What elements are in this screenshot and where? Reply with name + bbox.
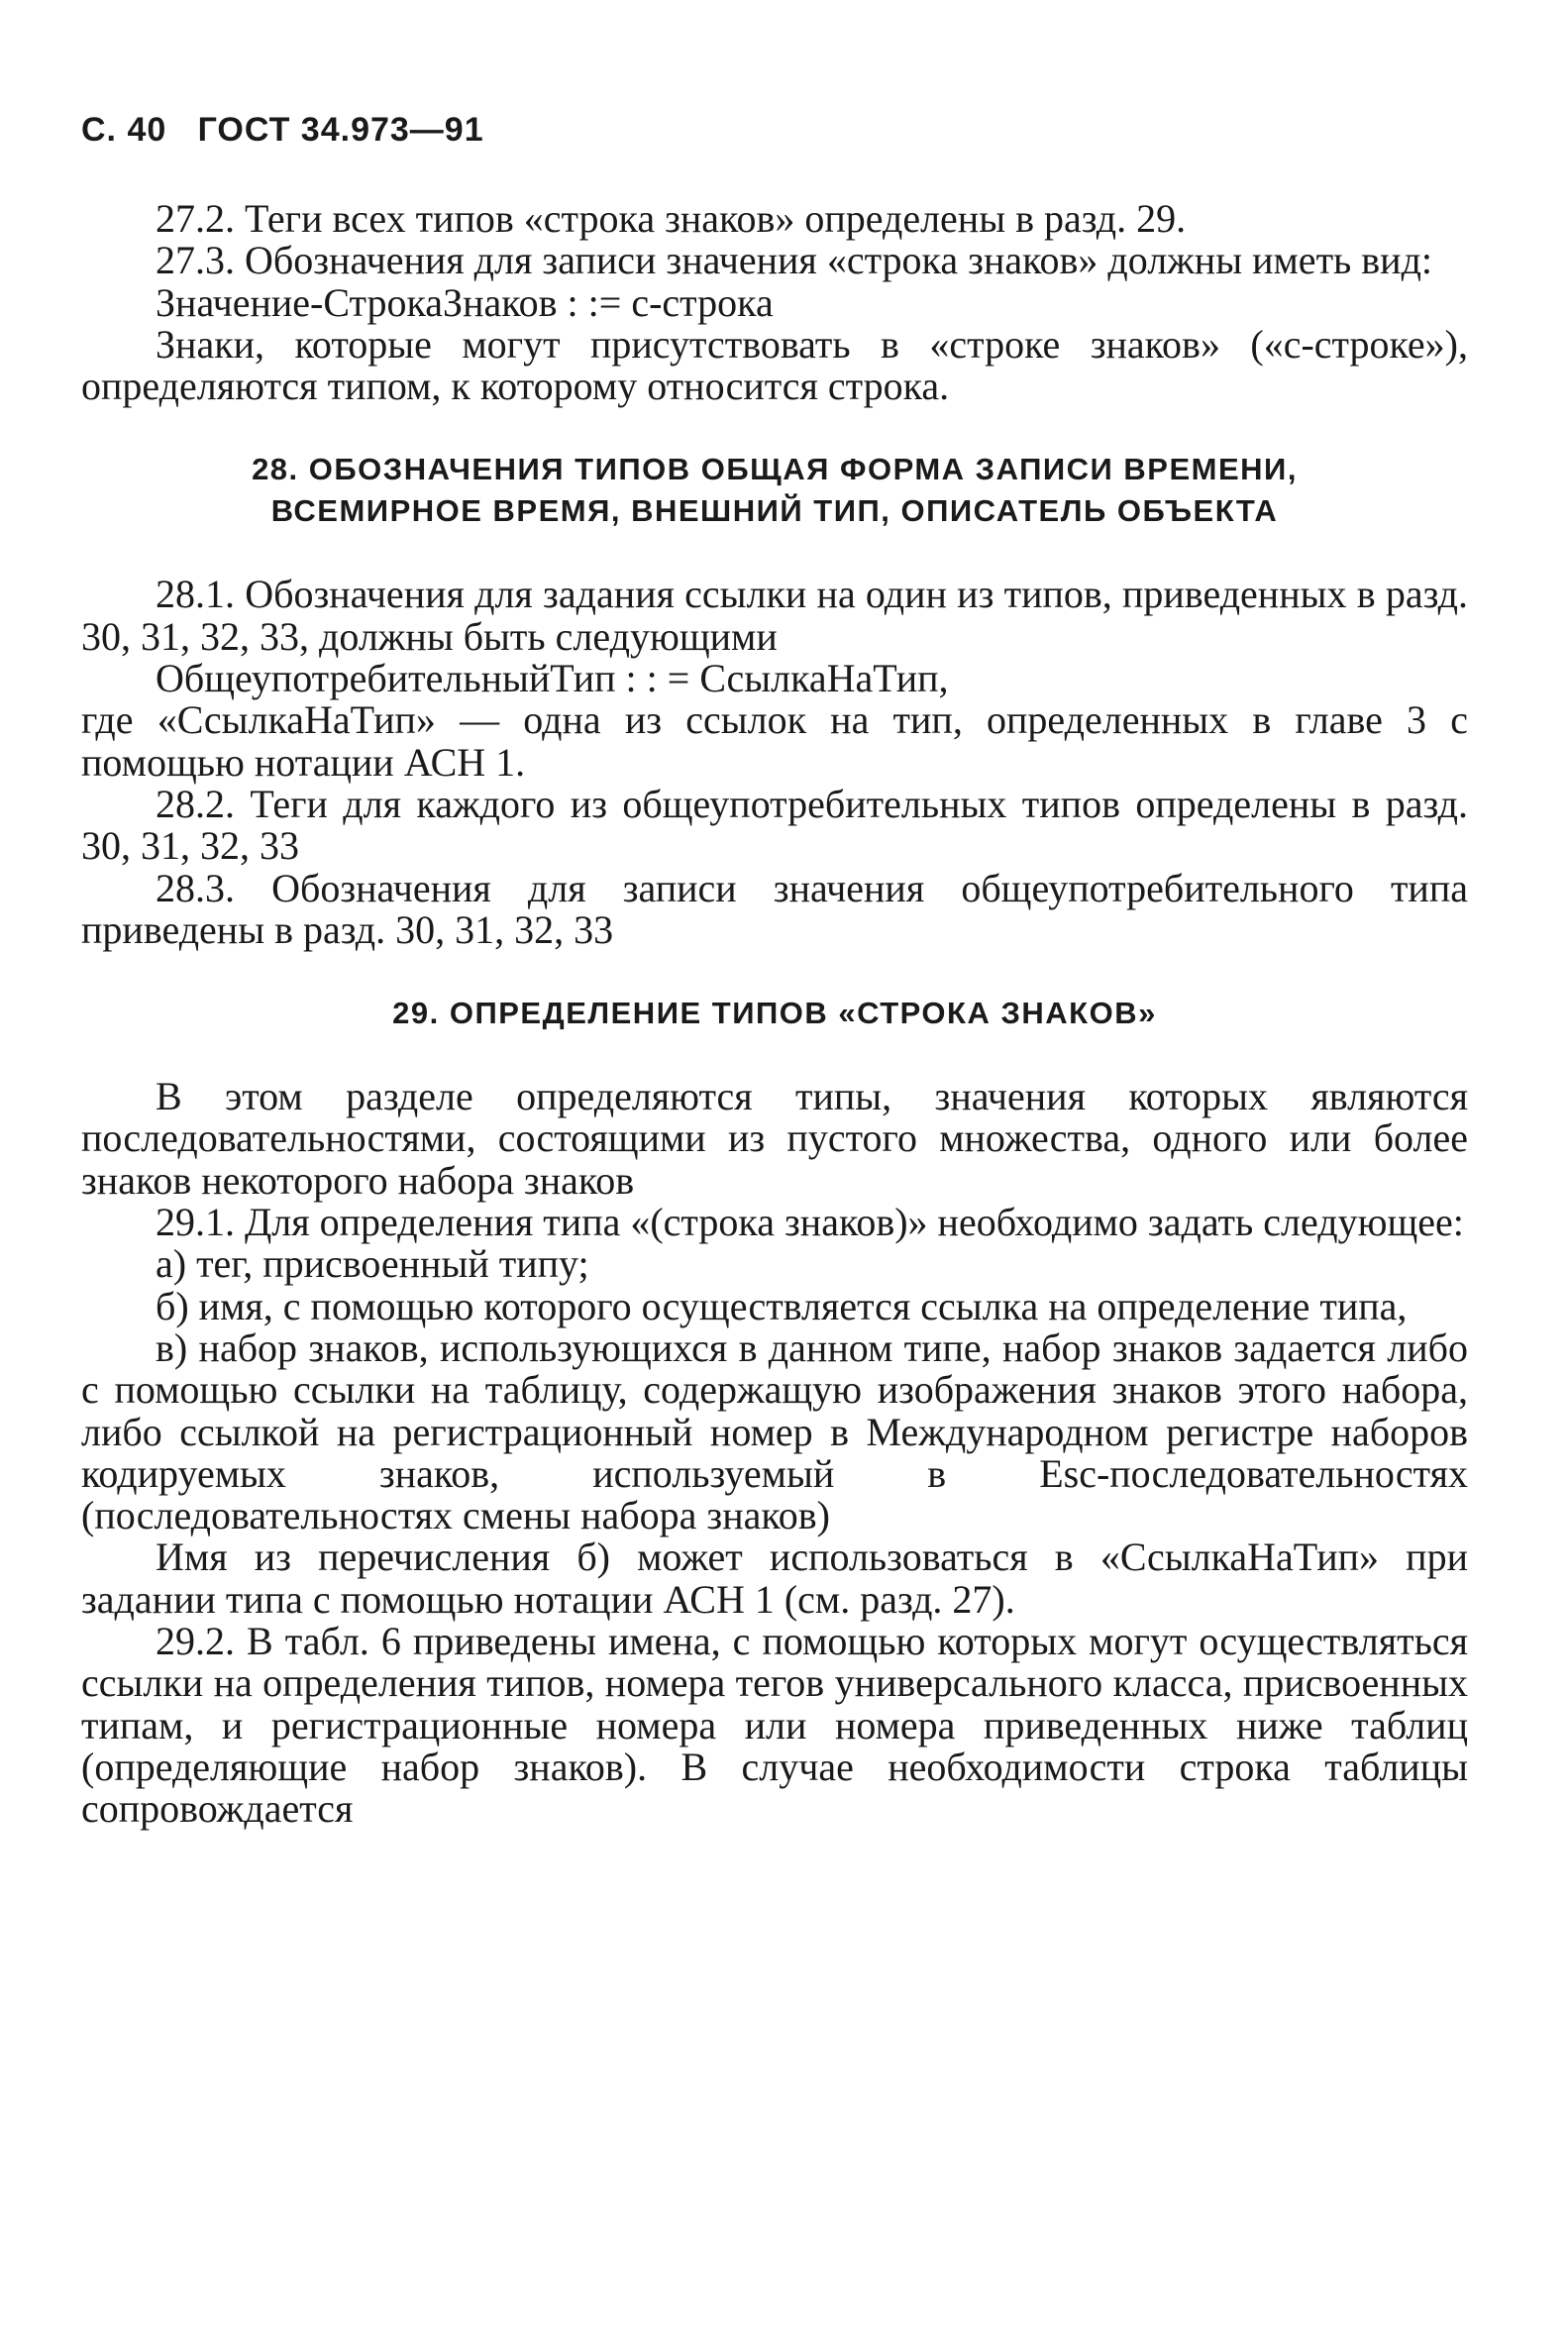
- section-29-heading: 29. ОПРЕДЕЛЕНИЕ ТИПОВ «СТРОКА ЗНАКОВ»: [392, 996, 1157, 1031]
- paragraph-28-2: 28.2. Теги для каждого из общеупотребительных типов определены в разд. 30, 31, 32, 33: [81, 781, 1468, 869]
- paragraph-28-1: 28.1. Обозначения для задания ссылки на один из типов, приведенных в разд. 30, 31, 32, 33, должны быть следующими: [81, 572, 1468, 659]
- list-item-a: а) тег, присвоенный типу;: [156, 1241, 589, 1287]
- list-item-b: б) имя, с помощью которого осуществляется ссылка на определение типа,: [156, 1283, 1408, 1328]
- list-item-c: в) набор знаков, использующихся в данном типе, набор знаков задается либо с помощью ссылки на таблицу, содержащую изображения знаков этого набора, либо ссылкой на регистрационный номер в Международном регистре наборов кодируемых знаков, используемый в Esc-последовательностях (последовательностях смены набора знаков): [81, 1324, 1468, 1538]
- paragraph-29-2: 29.2. В табл. 6 приведены имена, с помощью которых могут осуществляться ссылки на определения типов, номера тегов универсального класса, присвоенных типам, и регистрационные номера или номера приведенных ниже таблиц (определяющие набор знаков). В случае необходимости строка таблицы сопровождается: [81, 1619, 1468, 1832]
- paragraph-27-3-continued: Знаки, которые могут присутствовать в «строке знаков» («с-строке»), определяются типом, к которому относится строка.: [81, 321, 1468, 409]
- section-28-heading-line-2: ВСЕМИРНОЕ ВРЕМЯ, ВНЕШНИЙ ТИП, ОПИСАТЕЛЬ ОБЪЕКТА: [270, 493, 1279, 529]
- standard-number: ГОСТ 34.973—91: [197, 111, 484, 149]
- paragraph-29-1: 29.1. Для определения типа «(строка знаков)» необходимо задать следующее:: [156, 1200, 1464, 1245]
- paragraph-28-1-continued: где «СсылкаНаТип» — одна из ссылок на тип, определенных в главе 3 с помощью нотации АСН 1.: [81, 697, 1468, 785]
- page-body: [81, 198, 1468, 1831]
- paragraph-27-2: 27.2. Теги всех типов «строка знаков» определены в разд. 29.: [156, 196, 1187, 241]
- paragraph-29-1-continued: Имя из перечисления б) может использоваться в «СсылкаНаТип» при задании типа с помощью нотации АСН 1 (см. разд. 27).: [81, 1534, 1468, 1622]
- paragraph-27-3: 27.3. Обозначения для записи значения «строка знаков» должны иметь вид:: [156, 238, 1433, 283]
- section-29-heading-block: [81, 993, 1468, 1034]
- section-28-heading-line-1: 28. ОБОЗНАЧЕНИЯ ТИПОВ ОБЩАЯ ФОРМА ЗАПИСИ ВРЕМЕНИ,: [252, 452, 1298, 487]
- running-header: [81, 111, 484, 150]
- formula-common-type: ОбщеупотребительныйТип : : = СсылкаНаТип,: [156, 656, 949, 701]
- section-28-heading: [81, 449, 1468, 532]
- formula-character-string-value: Значение-СтрокаЗнаков : := с-строка: [156, 279, 774, 325]
- paragraph-28-3: 28.3. Обозначения для записи значения общеупотребительного типа приведены в разд. 30, 31, 32, 33: [81, 865, 1468, 952]
- paragraph-29-intro: В этом разделе определяются типы, значения которых являются последовательностями, состоящими из пустого множества, одного или более знаков некоторого набора знаков: [81, 1074, 1468, 1203]
- page-reference: С. 40: [81, 111, 167, 149]
